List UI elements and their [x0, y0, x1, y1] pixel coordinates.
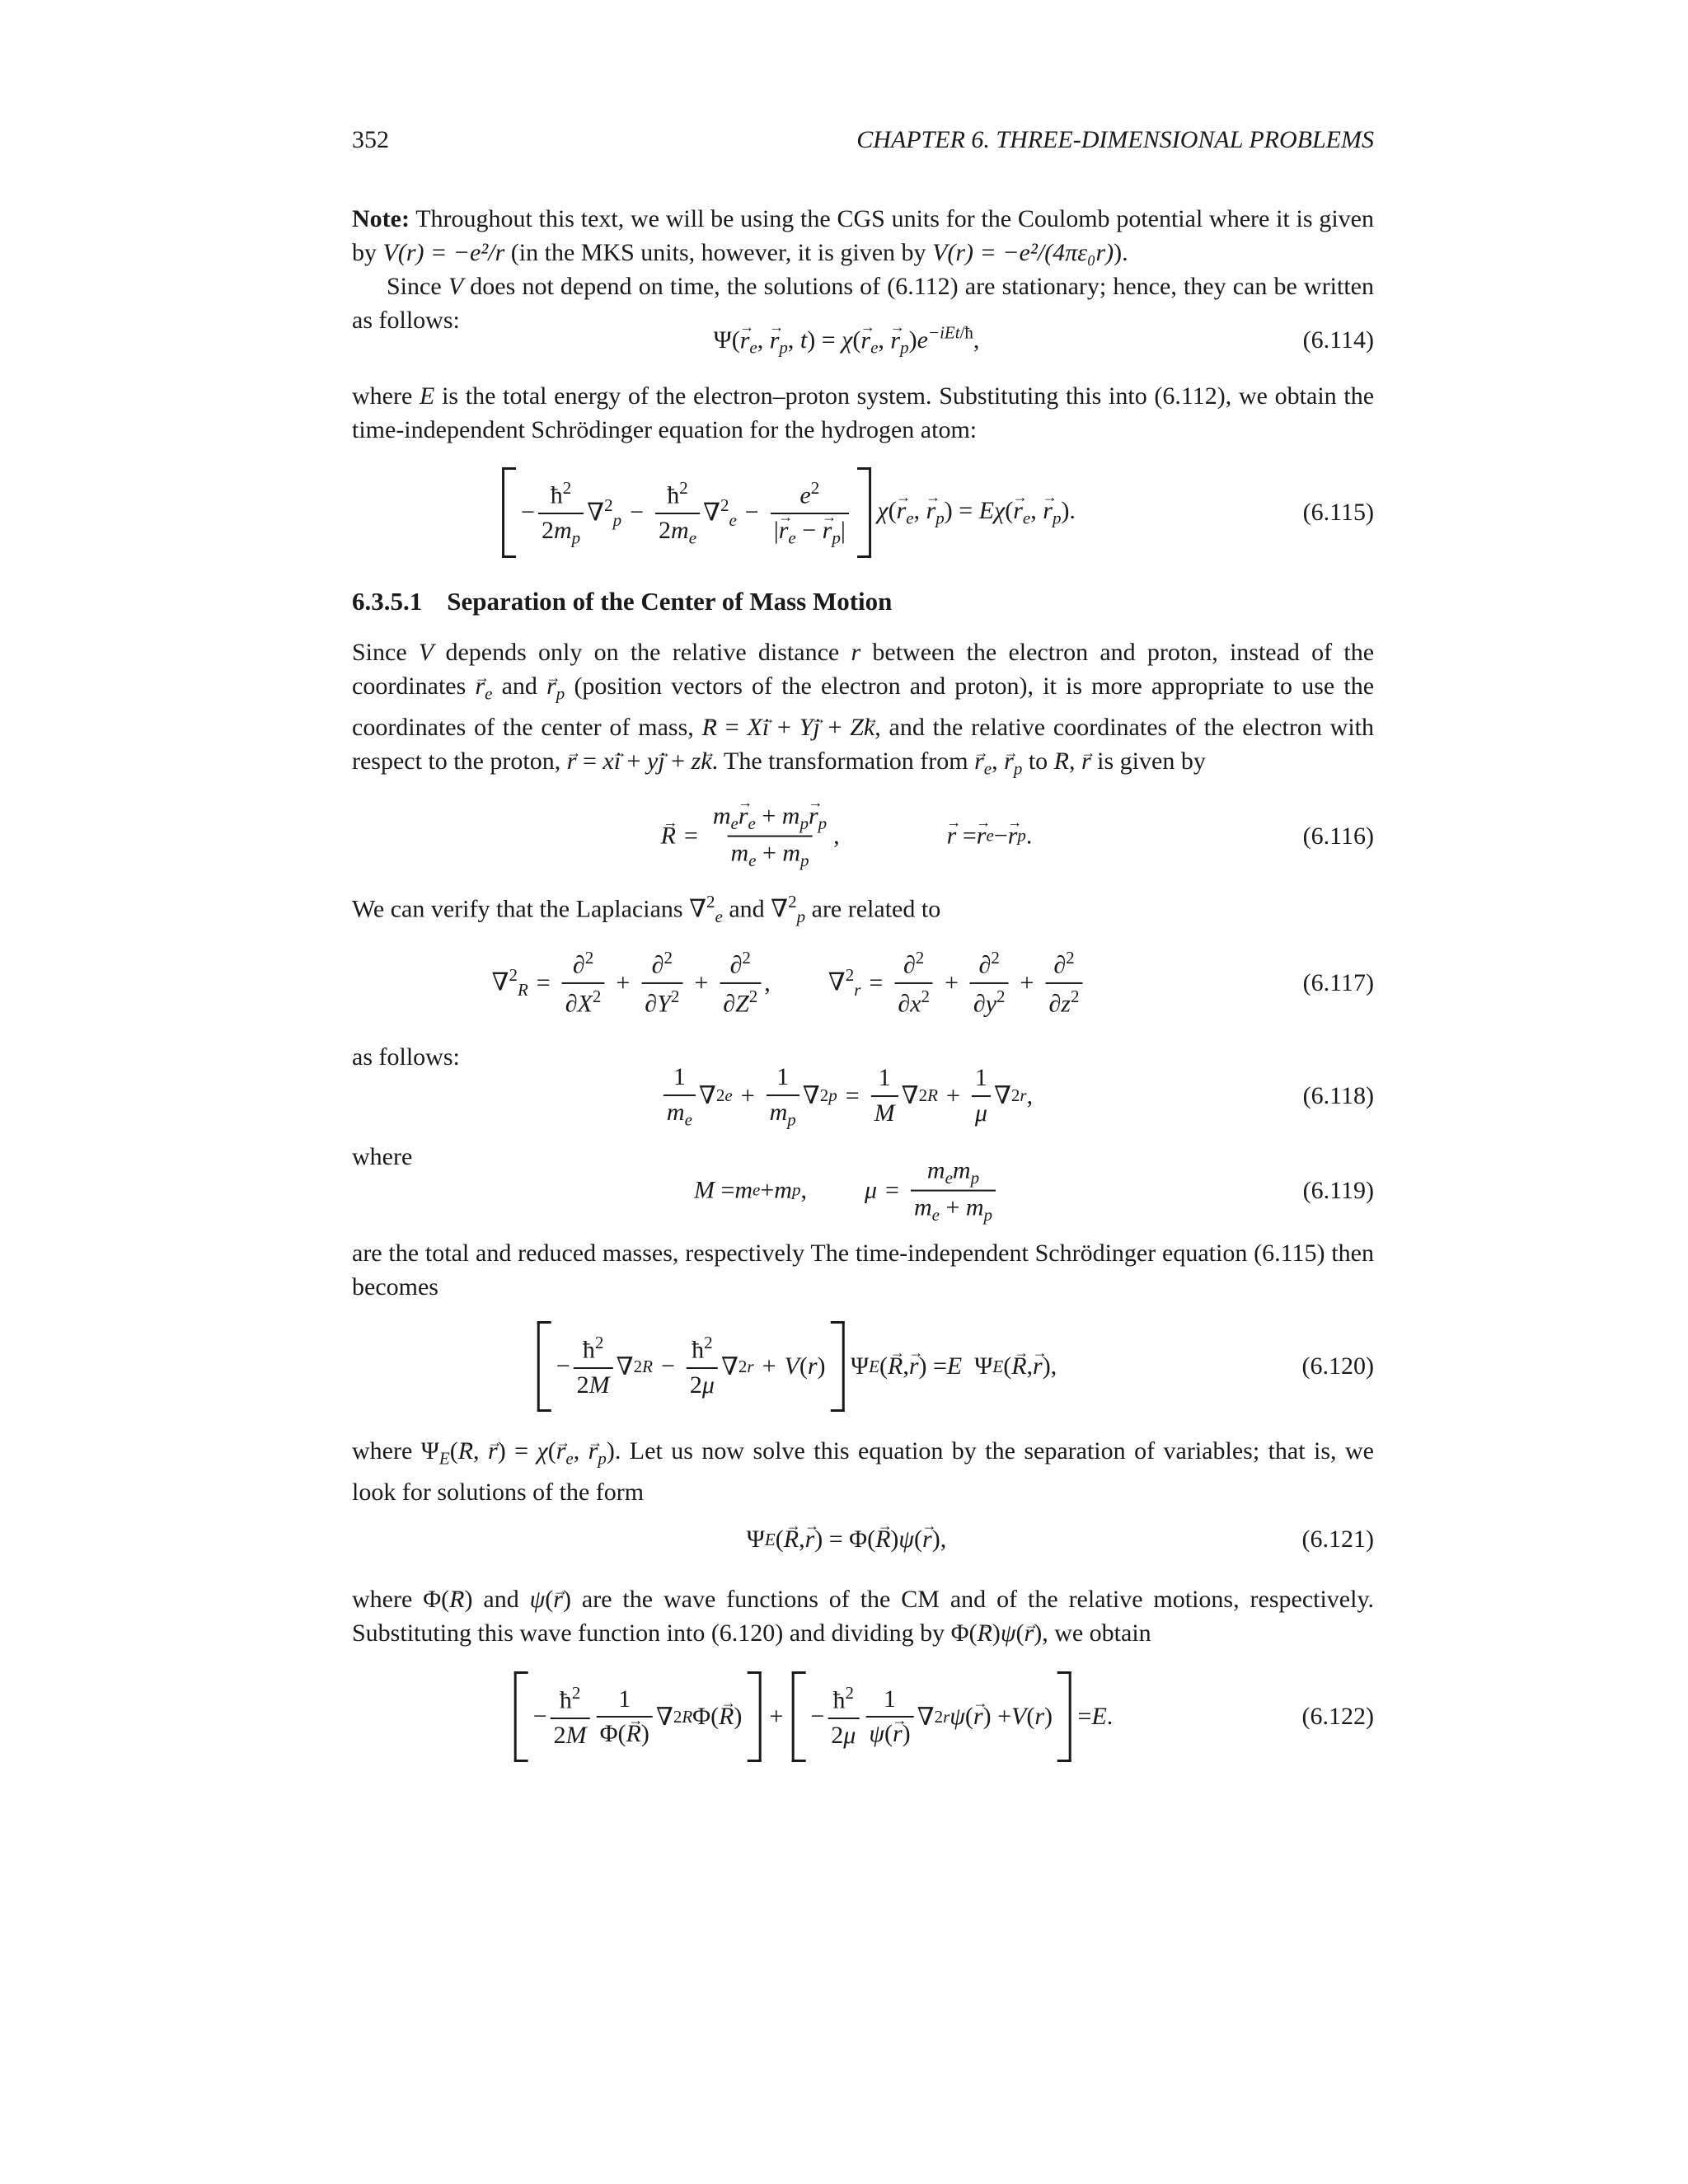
separation-paragraph: where $\Psi_E(\to R$, → $r) = \chi(\to r_e$, → $r_p$). Let us now solve this equation by the separation of variables; that is, we look for solutions of the form — [352, 1434, 1374, 1509]
equation-body: Ψ E ( → R , → r ) = Φ( → R ) ψ ( → r ), — [747, 1526, 946, 1554]
cm-paragraph: Since V depends only on the relative distance r between the electron and proton, instead of the coordinates → $r_e$ and → $r_p$ (position vectors of the electron and proton), it is more appropriate to use the coordinates of the center of mass, → R = X→ i + Y→ j + Z→ k, and the relative coordinates of the electron with respect to the proton, → r = x→ i + y→ j + z→ k. The transformation from → $r_e$, → $r_p$ to → R, → r is given by — [352, 635, 1374, 786]
equation-body: ∇$^2_R$ = $\frac{\partial^2}{\partial X^2}$ + $\frac{\partial^2}{\partial Y^2}$ + $\frac{\partial^2}{\partial Z^2}$ , ∇$^2_r$ = $\frac{\partial^2}{\partial x^2}$ + $\frac{\partial^2}{\partial y^2}$ + $\frac{\partial^2}{\partial z^2}$ — [492, 947, 1086, 1018]
section-number: 6.3.5.1 — [352, 587, 423, 616]
equation-number: (6.117) — [1302, 968, 1374, 996]
equation-6-117 — [352, 940, 1374, 1026]
equation-number: (6.114) — [1302, 326, 1374, 354]
wavefunction-paragraph: where Φ(→ R) and ψ(→ r) are the wave functions of the CM and of the relative motions, respectively. Substituting this wave function into (6.120) and dividing by Φ(→ R)ψ(→ r), we obtain — [352, 1582, 1374, 1650]
note-text-3: ). — [1114, 239, 1128, 266]
equation-body: $\Psi(\to r_e$, → $r_p$, $t) = \chi(\to r_e$, → $r_p)e^{-iEt/ħ}$, — [714, 323, 980, 359]
equation-body: − $\frac{ħ^2}{2M}$ ∇ 2 R − $\frac{ħ^2}{2\mu}$ ∇ 2 r + V ( r ) Ψ E ( → R , → r ) = E Ψ E ( → R , → r ), — [537, 1321, 1057, 1412]
equation-6-116 — [352, 793, 1374, 879]
equation-6-122 — [352, 1663, 1374, 1770]
stationary-paragraph: Since V does not depend on time, the solutions of (6.112) are stationary; hence, they can be written as follows: — [352, 273, 1374, 334]
equation-6-120 — [352, 1317, 1374, 1416]
chapter-title: CHAPTER 6. THREE-DIMENSIONAL PROBLEMS — [856, 126, 1374, 153]
where-label: where — [352, 1143, 413, 1170]
equation-body: − $\frac{ħ^2}{2m_p}$ ∇$^2_p$ − $\frac{ħ^2}{2m_e}$ ∇$^2_e$ − $\frac{e^2}{|\to r_e - \to r_p|}$ $\chi(\to r_e$, → $r_p) = E\chi(\to r_e$, → $r_p$). — [502, 467, 1076, 558]
equation-6-115 — [352, 463, 1374, 562]
section-title: Separation of the Center of Mass Motion — [447, 587, 893, 616]
laplacian-paragraph: We can verify that the Laplacians ∇$^2_e$ and ∇$^2_p$ are related to — [352, 892, 941, 926]
as-follows-label: as follows: — [352, 1043, 460, 1071]
equation-body: M = m e + m p , μ = $\frac{m_em_p}{m_e + m_p}$ — [694, 1156, 999, 1225]
note-label: Note: — [352, 205, 410, 232]
note-math-2: V(r) = −e²/(4πε₀r) — [932, 239, 1114, 266]
equation-number: (6.119) — [1302, 1176, 1374, 1204]
equation-6-118 — [352, 1055, 1374, 1137]
equation-body: $\frac{1}{m_e}$ ∇ 2 e + $\frac{1}{m_p}$ ∇ 2 p = $\frac{1}{M}$ ∇ 2 R + $\frac{1}{\mu}$ ∇ 2 r , — [660, 1063, 1033, 1129]
equation-number: (6.122) — [1301, 1703, 1374, 1730]
equation-number: (6.121) — [1301, 1526, 1374, 1553]
equation-6-121 — [352, 1507, 1374, 1572]
equation-number: (6.115) — [1302, 499, 1374, 526]
equation-body: − $\frac{ħ^2}{2M}$ $\frac{1}{\Phi(\to R)}$ ∇ 2 R Φ( → R ) + − $\frac{ħ^2}{2\mu}$ $\frac{1}{\psi(\to r)}$ ∇ 2 r ψ ( → r ) + V ( r ) = E . — [514, 1671, 1114, 1762]
equation-body: → R = $\frac{m_e\to r_e + m_p\to r_p}{m_e + m_p}$ , → r = → r e − → r p . — [661, 802, 1033, 870]
equation-6-114 — [352, 303, 1374, 377]
equation-number: (6.116) — [1302, 822, 1374, 850]
note-text-2: (in the MKS units, however, it is given by — [510, 239, 926, 266]
equation-6-119 — [352, 1147, 1374, 1234]
note-math-1: V(r) = −e²/r — [382, 239, 505, 266]
note-text-1: Throughout this text, we will be using the CGS units for the Coulomb potential where it is given by — [352, 205, 1374, 266]
energy-paragraph: where E is the total energy of the electron–proton system. Substituting this into (6.112), we obtain the time-independent Schrödinger equation for the hydrogen atom: — [352, 382, 1375, 443]
equation-number: (6.118) — [1302, 1082, 1374, 1109]
page-number: 352 — [352, 126, 389, 153]
equation-number: (6.120) — [1301, 1352, 1374, 1380]
masses-paragraph: are the total and reduced masses, respectively The time-independent Schrödinger equation (6.115) then becomes — [352, 1240, 1374, 1301]
section-heading — [352, 587, 892, 616]
